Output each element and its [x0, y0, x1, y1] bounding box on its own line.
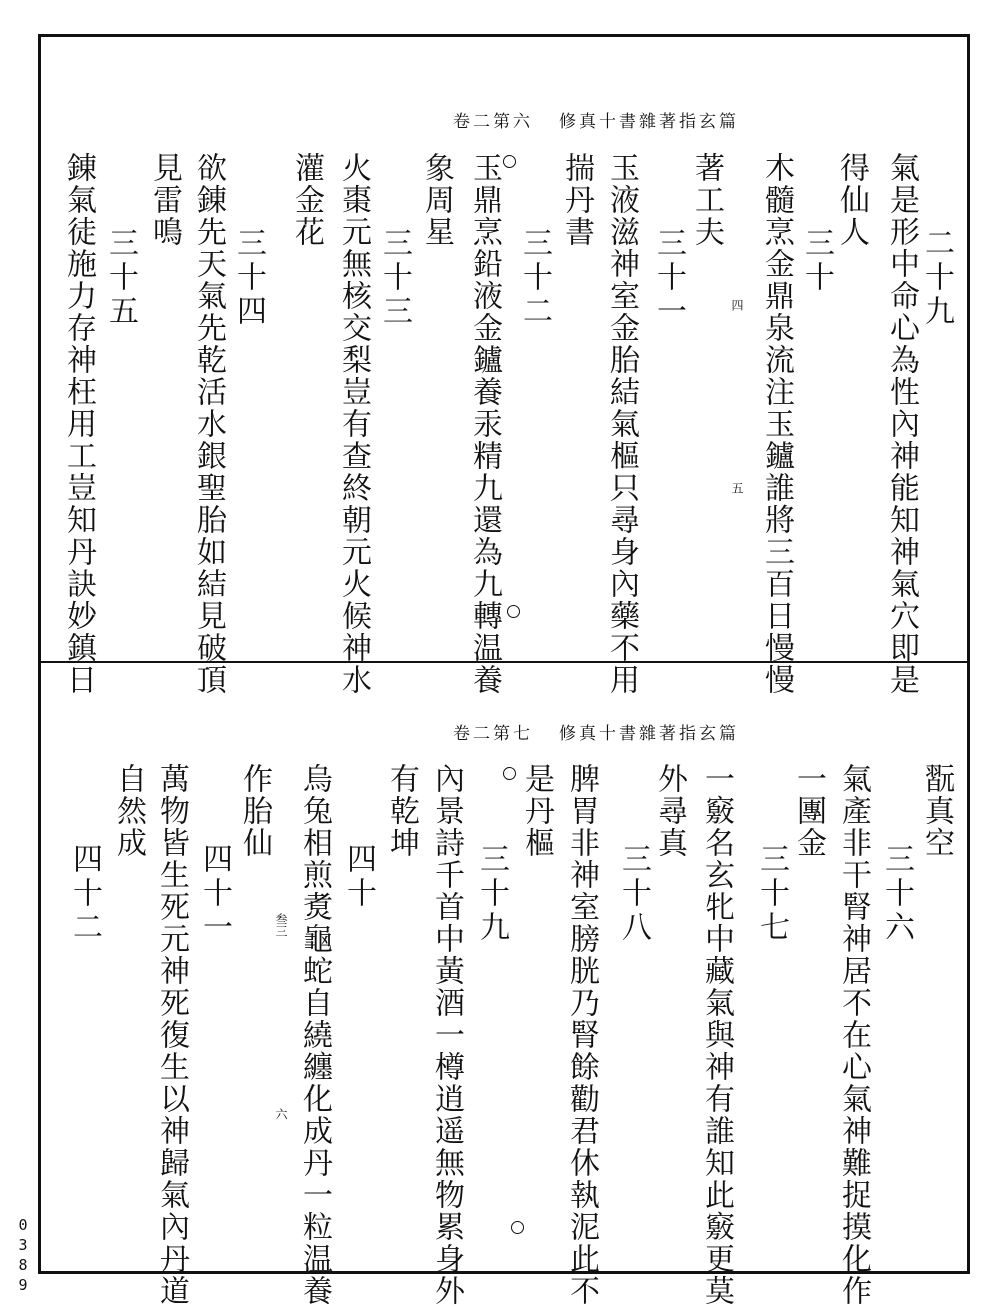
- top-margin-mark-1: 四: [730, 299, 744, 311]
- top-col-9: 火棗元無核交梨豈有查終朝元火候神水: [336, 152, 371, 696]
- bottom-col-num-41: 四十一: [197, 843, 232, 945]
- top-col-5: 玉液滋神室金胎結氣樞只尋身內藥不用: [604, 152, 639, 696]
- bottom-col-6: 脾胃非神室膀胱乃腎餘勸君休執泥此不: [564, 763, 599, 1307]
- bottom-header-title: 修真十書雜著指玄篇: [559, 724, 739, 744]
- top-col-num-30: 三十: [799, 227, 834, 295]
- bottom-col-num-40: 四十: [341, 843, 376, 911]
- top-col-num-34: 三十四: [231, 227, 266, 329]
- bottom-header-volume: 卷二第七: [453, 724, 533, 744]
- bottom-col-num-42: 四十二: [67, 843, 102, 945]
- bottom-col-1: 翫真空: [919, 763, 954, 859]
- bottom-margin-mark-1: 叁三: [274, 913, 288, 937]
- page-frame: [38, 34, 970, 1307]
- top-col-2: 得仙人: [834, 152, 869, 248]
- bottom-col-11: 作胎仙: [237, 763, 272, 859]
- bottom-col-num-37: 三十七: [754, 843, 789, 945]
- bottom-col-13: 自然成: [111, 763, 146, 859]
- top-page: [41, 37, 967, 696]
- top-col-num-29: 二十九: [919, 227, 954, 329]
- bottom-margin-mark-2: 六: [274, 1108, 288, 1120]
- bottom-col-5: 外尋真: [652, 763, 687, 859]
- top-col-num-32: 三十二: [517, 227, 552, 329]
- bottom-col-3: 一團金: [791, 763, 826, 859]
- top-circle-mark-2: [507, 605, 520, 618]
- top-col-7: 玉鼎烹鉛液金鑪養汞精九還為九轉温養: [467, 152, 502, 696]
- top-col-13: 錬氣徒施力存神枉用工豈知丹訣妙鎮日: [61, 152, 96, 696]
- top-col-num-31: 三十一: [651, 227, 686, 329]
- bottom-col-7: 是丹樞: [519, 763, 554, 859]
- bottom-header: [381, 719, 811, 744]
- top-col-num-33: 三十三: [377, 227, 412, 329]
- bottom-col-2: 氣產非干腎神居不在心氣神難捉摸化作: [836, 763, 871, 1307]
- top-col-1: 氣是形中命心為性內神能知神氣穴即是: [884, 152, 919, 696]
- top-col-4: 著工夫: [689, 152, 724, 248]
- top-col-11: 欲錬先天氣先乾活水銀聖胎如結見破頂: [191, 152, 226, 696]
- top-header-volume: 卷二第六: [453, 112, 533, 132]
- top-col-10: 灌金花: [289, 152, 324, 248]
- bottom-circle-mark-2: [511, 1221, 524, 1234]
- bottom-col-num-38: 三十八: [616, 843, 651, 945]
- bottom-page: [41, 663, 967, 1307]
- page-number: 0389: [14, 1216, 32, 1296]
- top-col-6: 揣丹書: [559, 152, 594, 248]
- bottom-circle-mark-1: [503, 767, 516, 780]
- top-circle-mark-1: [503, 155, 516, 168]
- bottom-col-10: 烏兔相煎煑龜蛇自繞纏化成丹一粒温養: [297, 763, 332, 1307]
- top-col-num-35: 三十五: [103, 227, 138, 329]
- top-col-3: 木髓烹金鼎泉流注玉鑪誰將三百日慢慢: [759, 152, 794, 696]
- bottom-col-8: 內景詩千首中黃酒一樽逍遥無物累身外: [429, 763, 464, 1307]
- top-header: [381, 107, 811, 132]
- top-col-8: 象周星: [419, 152, 454, 248]
- bottom-col-4: 一竅名玄牝中藏氣與神有誰知此竅更莫: [699, 763, 734, 1307]
- bottom-col-num-39: 三十九: [474, 843, 509, 945]
- bottom-col-9: 有乾坤: [384, 763, 419, 859]
- top-header-title: 修真十書雜著指玄篇: [559, 112, 739, 132]
- top-margin-mark-2: 五: [730, 482, 744, 494]
- bottom-col-12: 萬物皆生死元神死復生以神歸氣內丹道: [154, 763, 189, 1307]
- top-col-12: 見雷鳴: [147, 152, 182, 248]
- bottom-col-num-36: 三十六: [879, 843, 914, 945]
